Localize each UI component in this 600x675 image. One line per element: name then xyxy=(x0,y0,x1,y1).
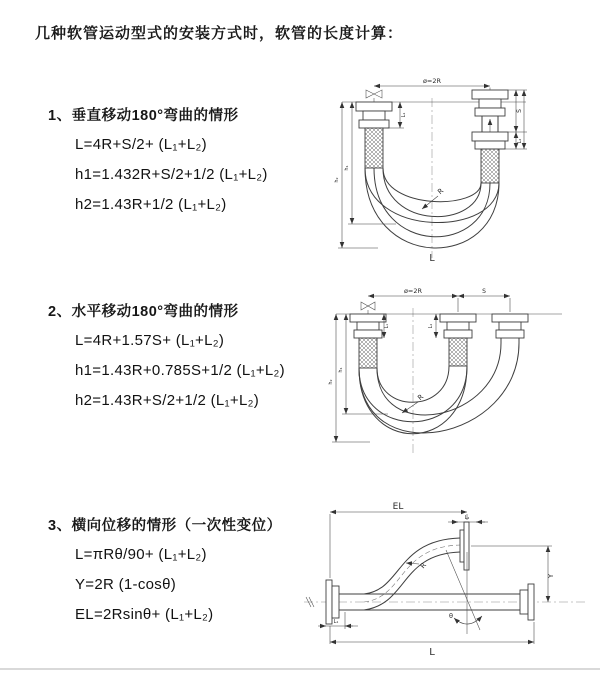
dim-label-diameter: ø=2R xyxy=(422,77,442,85)
section-3 xyxy=(48,514,282,625)
valve-icon xyxy=(366,90,382,102)
formula-line: h1=1.43R+0.785S+1/2 (L₁+L₂) xyxy=(75,362,285,379)
l2-dimension xyxy=(448,515,488,522)
dim-label-l2: L₂ xyxy=(517,138,523,144)
section-1-heading: 1、垂直移动180°弯曲的情形 xyxy=(48,108,239,124)
dim-label-l1: L₁ xyxy=(385,323,390,329)
radius-callout xyxy=(422,187,445,209)
l-dimension xyxy=(330,622,534,658)
hose-curves xyxy=(359,343,519,434)
dim-label-h2: h₂ xyxy=(334,177,340,183)
dim-label-h2: h₂ xyxy=(328,379,334,385)
formula-line: L=πRθ/90+ (L₁+L₂) xyxy=(75,546,207,563)
formula-line: h1=1.432R+S/2+1/2 (L₁+L₂) xyxy=(75,166,268,183)
formula-line: Y=2R (1-cosθ) xyxy=(75,576,177,593)
left-flange xyxy=(350,314,386,368)
dim-label-theta: θ xyxy=(449,612,453,620)
dim-label-l2: L₂ xyxy=(464,515,470,521)
formula-line: h2=1.43R+S/2+1/2 (L₁+L₂) xyxy=(75,392,260,409)
left-flange xyxy=(356,102,392,168)
dim-label-s: S xyxy=(516,109,523,113)
hose-displaced-curve xyxy=(364,522,469,610)
section-1 xyxy=(48,104,268,215)
el-dimension xyxy=(330,502,467,578)
section-3-heading: 3、横向位移的情形（一次性变位） xyxy=(48,518,282,534)
section-2 xyxy=(48,300,285,411)
dim-label-diameter: ø=2R xyxy=(403,287,423,295)
right-flange xyxy=(492,314,528,343)
section-2-heading: 2、水平移动180°弯曲的情形 xyxy=(48,304,239,320)
dim-label-r: R xyxy=(416,392,426,403)
right-flange xyxy=(472,90,508,183)
diagram-lateral-displacement xyxy=(298,498,595,663)
dim-label-y: Y xyxy=(547,573,555,579)
dim-label-r: R xyxy=(436,186,446,197)
dim-label-l1: L₁ xyxy=(401,112,407,118)
dim-label-s: S xyxy=(482,288,486,295)
dim-label-h1: h₁ xyxy=(338,367,344,373)
radius-callout xyxy=(406,561,428,570)
small-dimensions xyxy=(384,314,436,338)
dim-label-h1: h₁ xyxy=(344,165,350,171)
diagram-vertical-180-bend xyxy=(312,72,564,264)
page-title: 几种软管运动型式的安装方式时，软管的长度计算： xyxy=(35,25,404,42)
formula-line: EL=2Rsinθ+ (L₁+L₂) xyxy=(75,606,214,623)
top-dimensions xyxy=(368,287,510,312)
valve-icon xyxy=(361,302,375,314)
dim-label-l1: L₁ xyxy=(333,619,339,625)
radius-callout xyxy=(402,393,425,413)
middle-flange xyxy=(440,314,476,366)
dim-label-l: L xyxy=(429,647,435,658)
dim-label-r: R xyxy=(418,561,429,571)
formula-line: L=4R+S/2+ (L₁+L₂) xyxy=(75,136,207,153)
formula-line: h2=1.43R+1/2 (L₁+L₂) xyxy=(75,196,227,213)
dim-label-l-total: L xyxy=(429,253,435,264)
diagram-horizontal-180-bend xyxy=(310,282,586,464)
formula-line: L=4R+1.57S+ (L₁+L₂) xyxy=(75,332,225,349)
page-bottom-edge xyxy=(0,668,600,670)
dim-label-el: EL xyxy=(392,502,404,512)
centerline xyxy=(304,597,588,607)
dim-label-l2: L₂ xyxy=(429,323,434,329)
top-dimension xyxy=(374,77,490,90)
